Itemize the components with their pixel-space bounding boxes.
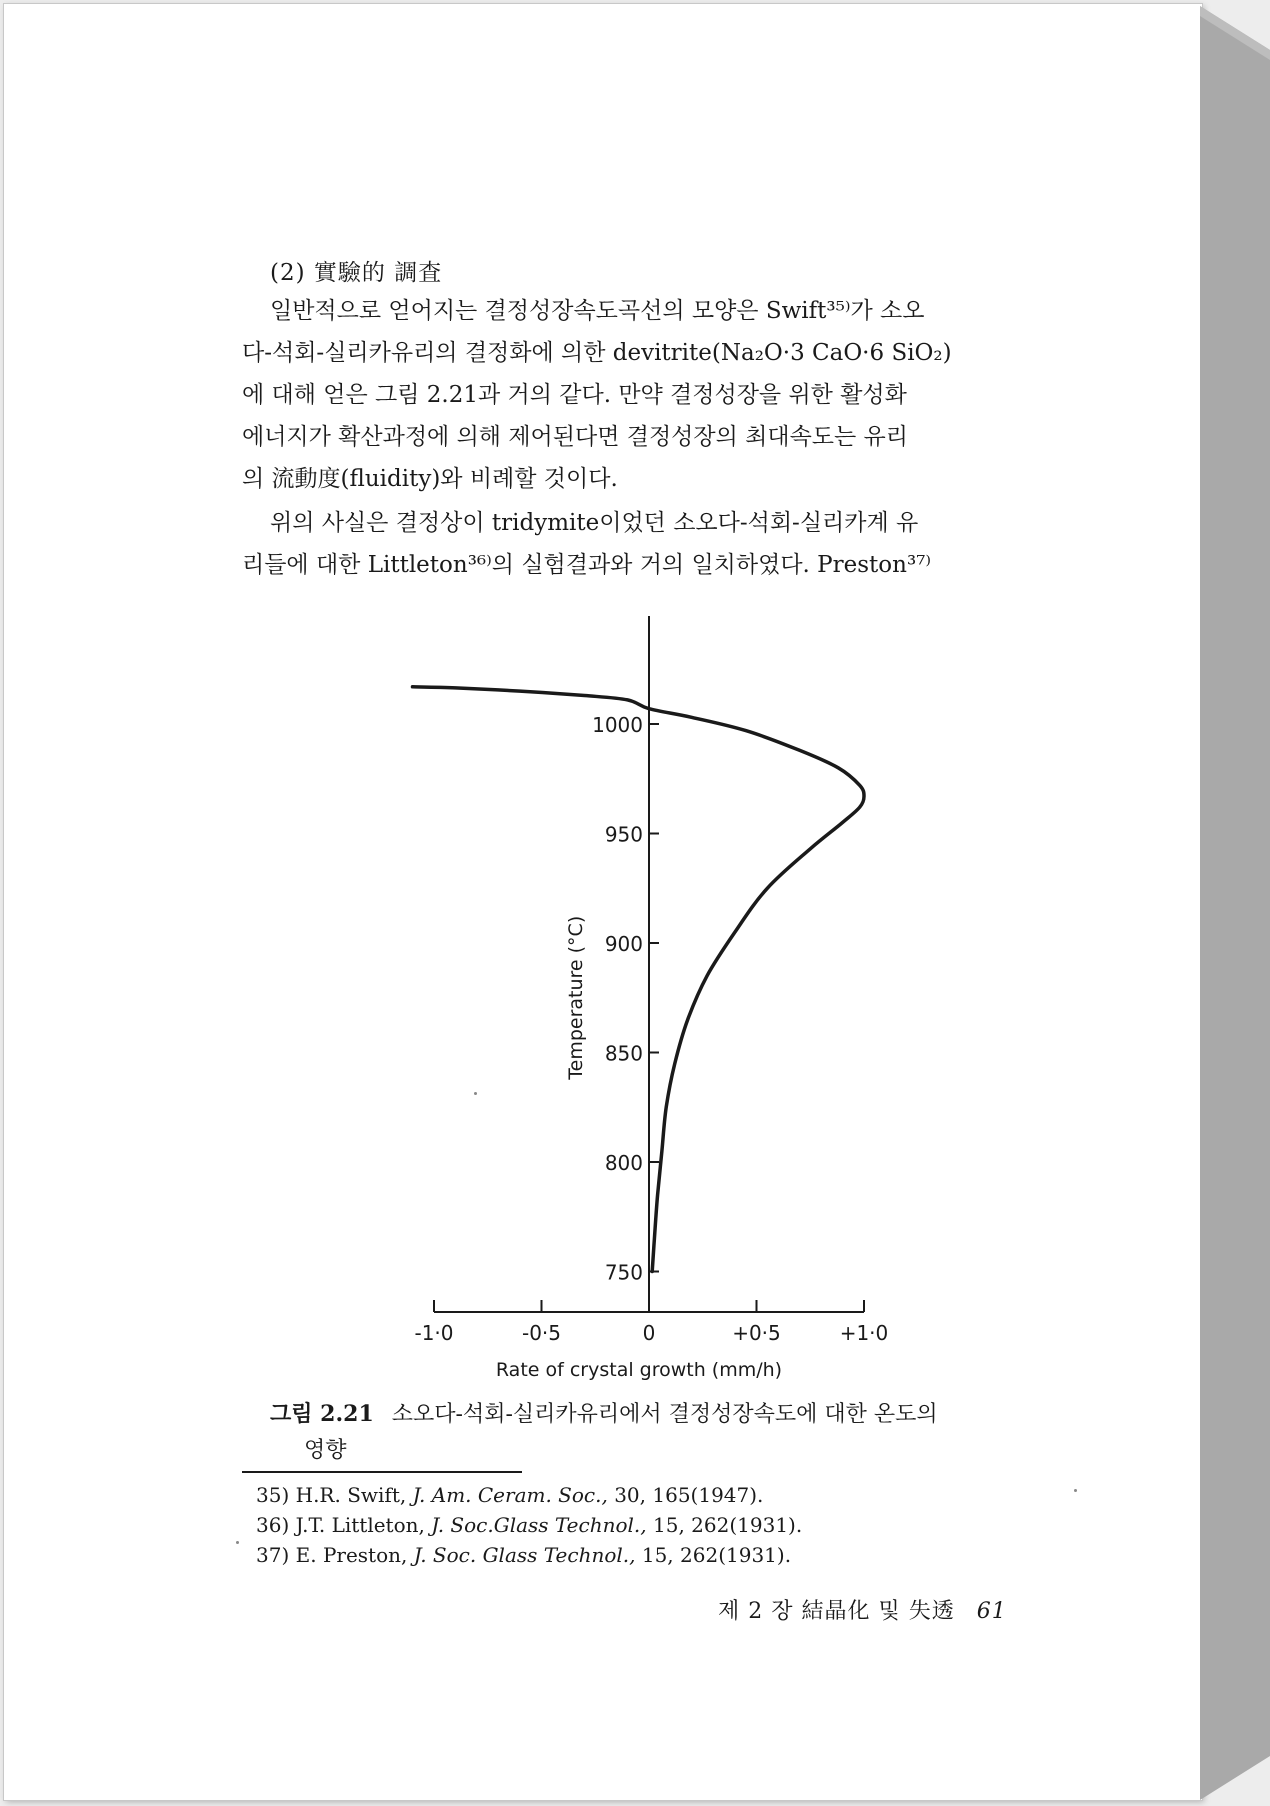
y-tick-label: 750 (604, 1260, 643, 1285)
footnote-36 (256, 1510, 802, 1540)
figure-caption-text-cont: 영향 (304, 1438, 347, 1463)
paragraph-line: 위의 사실은 결정상이 tridymite이었던 소오다-석회-실리카계 유 (270, 510, 919, 536)
paragraph-line: 리들에 대한 Littleton³⁶⁾의 실험결과와 거의 일치하였다. Preston³⁷⁾ (242, 552, 932, 578)
page-number: 61 (976, 1599, 1007, 1624)
paragraph-line: 다-석회-실리카유리의 결정화에 의한 devitrite(Na₂O·3 CaO·6 SiO₂) (242, 340, 952, 366)
footnote-details: 15, 262(1931). (641, 1543, 792, 1567)
paragraph-line: 에 대해 얻은 그림 2.21과 거의 같다. 만약 결정성장을 위한 활성화 (242, 382, 907, 408)
footnote-journal: J. Am. Ceram. Soc., (412, 1483, 608, 1507)
footnote-35 (256, 1480, 802, 1510)
figure-caption-text: 소오다-석회-실리카유리에서 결정성장속도에 대한 온도의 (391, 1402, 938, 1427)
paragraph-line: 에너지가 확산과정에 의해 제어된다면 결정성장의 최대속도는 유리 (242, 424, 908, 450)
print-speck (474, 1092, 477, 1095)
footnote-authors: J.T. Littleton, (295, 1513, 425, 1537)
y-axis-label: Temperature (°C) (565, 915, 587, 1080)
y-tick-label: 900 (604, 932, 643, 956)
x-tick-label: -1·0 (414, 1321, 454, 1345)
growth-rate-curve (413, 687, 865, 1272)
footnote-details: 30, 165(1947). (614, 1483, 764, 1507)
y-tick-label: 800 (604, 1151, 643, 1175)
running-footer (718, 1594, 1007, 1625)
x-tick-label: +0·5 (732, 1321, 781, 1345)
footnote-number: 36) (256, 1513, 290, 1537)
y-tick-label: 1000 (592, 713, 643, 737)
figure-number: 그림 2.21 (270, 1401, 374, 1427)
print-speck (236, 1541, 239, 1544)
footnotes (256, 1480, 802, 1570)
book-page (4, 4, 1202, 1800)
footnote-number: 35) (256, 1483, 290, 1507)
paragraph-line: 일반적으로 얻어지는 결정성장속도곡선의 모양은 Swift³⁵⁾가 소오 (270, 298, 925, 324)
footnote-authors: E. Preston, (295, 1543, 408, 1567)
running-footer-chapter: 제 2 장 結晶化 및 失透 (718, 1599, 955, 1624)
footnote-journal: J. Soc.Glass Technol., (431, 1513, 647, 1537)
x-axis-label: Rate of crystal growth (mm/h) (495, 1359, 783, 1381)
book-spine (1200, 0, 1270, 1806)
footnote-37 (256, 1540, 802, 1570)
footnote-details: 15, 262(1931). (653, 1513, 803, 1537)
paragraph-line: 의 流動度(fluidity)와 비례할 것이다. (242, 466, 618, 492)
y-tick-label: 950 (604, 822, 643, 847)
x-tick-label: -0·5 (521, 1321, 562, 1345)
y-tick-label: 850 (604, 1041, 643, 1066)
x-tick-label: 0 (642, 1321, 656, 1345)
x-tick-label: +1·0 (839, 1321, 889, 1345)
print-speck (1074, 1489, 1077, 1492)
footnote-journal: J. Soc. Glass Technol., (413, 1543, 636, 1567)
footnote-rule (242, 1471, 522, 1473)
figure-caption (270, 1396, 1090, 1469)
footnote-number: 37) (256, 1543, 290, 1567)
section-heading: (2) 實驗的 調査 (270, 260, 443, 286)
footnote-authors: H.R. Swift, (295, 1483, 407, 1507)
